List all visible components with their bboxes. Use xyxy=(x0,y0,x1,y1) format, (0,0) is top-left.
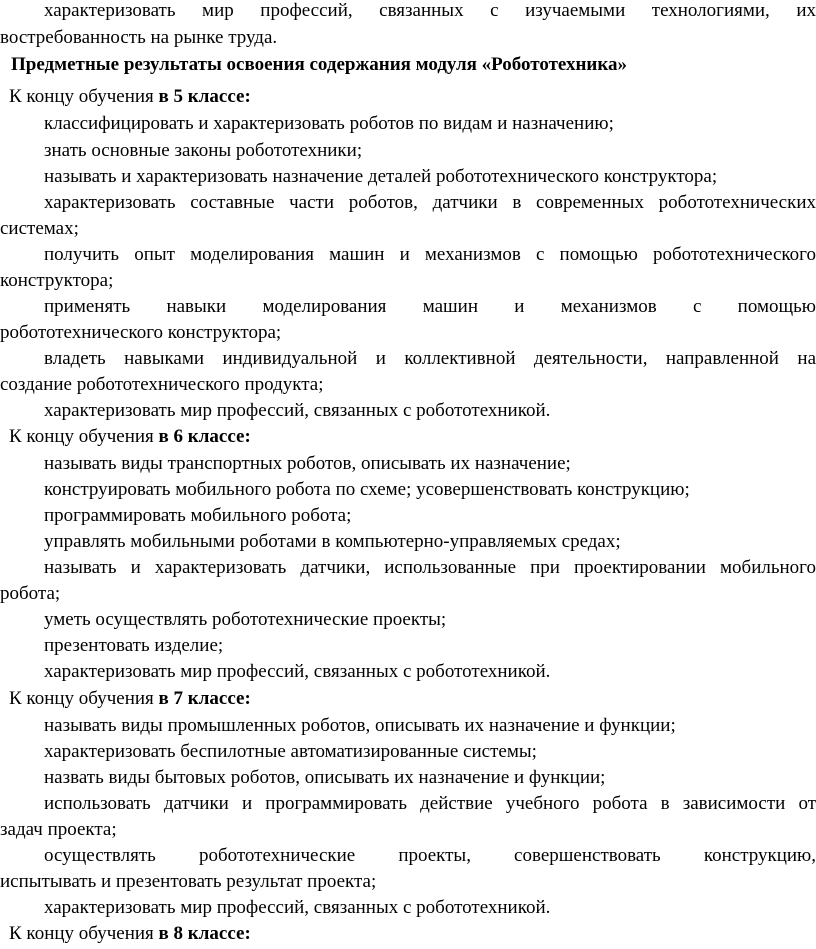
intro-line: характеризовать мир профессий, связанных с изучаемыми технологиями, их xyxy=(44,0,816,21)
list-item: характеризовать мир профессий, связанных с робототехникой. xyxy=(44,400,551,421)
list-item: знать основные законы робототехники; xyxy=(44,140,363,161)
grade-label: в 8 классе: xyxy=(158,923,251,944)
list-item-continuation: системах; xyxy=(0,218,79,239)
list-item: презентовать изделие; xyxy=(44,635,224,656)
list-item: использовать датчики и программировать действие учебного робота в зависимости от xyxy=(44,793,816,814)
list-item: получить опыт моделирования машин и механизмов с помощью робототехнического xyxy=(44,244,816,265)
list-item: программировать мобильного робота; xyxy=(44,505,352,526)
grade-prefix: К концу обучения xyxy=(9,923,159,944)
list-item: конструировать мобильного робота по схеме; усовершенствовать конструкцию; xyxy=(44,479,690,500)
list-item: характеризовать мир профессий, связанных с робототехникой. xyxy=(44,897,551,918)
list-item: называть виды транспортных роботов, описывать их назначение; xyxy=(44,453,571,474)
grade-prefix: К концу обучения xyxy=(9,426,159,447)
list-item: применять навыки моделирования машин и механизмов с помощью xyxy=(44,296,816,317)
grade-heading-7 xyxy=(9,686,816,712)
list-item-continuation: конструктора; xyxy=(0,270,114,291)
section-heading: Предметные результаты освоения содержания модуля «Робототехника» xyxy=(11,54,628,75)
grade-heading-6 xyxy=(9,424,816,450)
list-item-continuation: задач проекта; xyxy=(0,819,117,840)
list-item: уметь осуществлять робототехнические проекты; xyxy=(44,609,447,630)
list-item: назвать виды бытовых роботов, описывать их назначение и функции; xyxy=(44,767,606,788)
grade-label: в 6 классе: xyxy=(158,426,251,447)
list-item: характеризовать беспилотные автоматизированные системы; xyxy=(44,741,537,762)
list-item-continuation: робота; xyxy=(0,583,61,604)
grade-heading-5 xyxy=(9,84,816,110)
grade-label: в 5 классе: xyxy=(158,86,251,107)
list-item: характеризовать мир профессий, связанных с робототехникой. xyxy=(44,661,551,682)
list-item: осуществлять робототехнические проекты, совершенствовать конструкцию, xyxy=(44,845,816,866)
grade-label: в 7 классе: xyxy=(158,688,251,709)
list-item: называть виды промышленных роботов, описывать их назначение и функции; xyxy=(44,715,676,736)
list-item: характеризовать составные части роботов, датчики в современных робототехнических xyxy=(44,192,816,213)
list-item-continuation: создание робототехнического продукта; xyxy=(0,374,324,395)
list-item: владеть навыками индивидуальной и коллективной деятельности, направленной на xyxy=(44,348,816,369)
grade-heading-8 xyxy=(9,921,816,947)
list-item-continuation: робототехнического конструктора; xyxy=(0,322,282,343)
list-item: управлять мобильными роботами в компьютерно-управляемых средах; xyxy=(44,531,621,552)
list-item: классифицировать и характеризовать роботов по видам и назначению; xyxy=(44,113,614,134)
list-item-continuation: испытывать и презентовать результат проекта; xyxy=(0,871,377,892)
grade-prefix: К концу обучения xyxy=(9,688,159,709)
grade-prefix: К концу обучения xyxy=(9,86,159,107)
intro-line: востребованность на рынке труда. xyxy=(0,27,278,48)
list-item: называть и характеризовать назначение деталей робототехнического конструктора; xyxy=(44,166,718,187)
list-item: называть и характеризовать датчики, использованные при проектировании мобильного xyxy=(44,557,816,578)
